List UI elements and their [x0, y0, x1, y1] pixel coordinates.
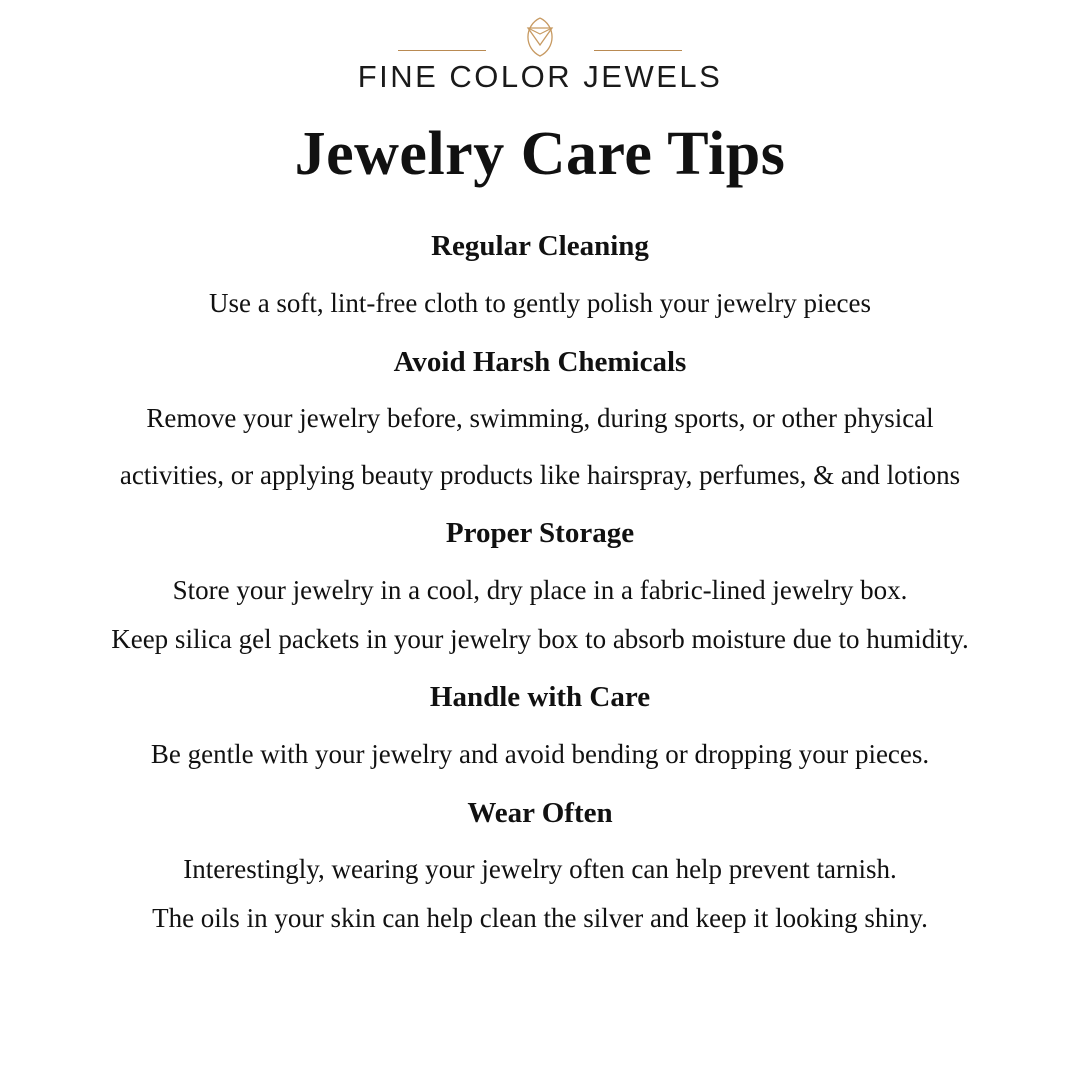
brand-name: FINE COLOR JEWELS: [357, 59, 723, 94]
tips-content: [34, 205, 1046, 935]
brand-rule-left: [398, 50, 486, 51]
section-line: The oils in your skin can help clean the silver and keep it looking shiny.: [152, 903, 928, 933]
section-line: Interestingly, wearing your jewelry often can help prevent tarnish.: [183, 854, 897, 885]
section-line: activities, or applying beauty products like hairspray, perfumes, & and lotions: [119, 459, 961, 490]
section-handle-with-care: [34, 656, 1046, 771]
section-heading: Proper Storage: [445, 517, 635, 550]
section-heading: Regular Cleaning: [431, 230, 649, 263]
gem-icon: [513, 12, 567, 63]
section-line: Remove your jewelry before, swimming, during sports, or other physical: [146, 403, 934, 434]
section-heading: Handle with Care: [429, 681, 651, 714]
section-avoid-harsh-chemicals: [34, 321, 1046, 493]
section-regular-cleaning: [34, 205, 1046, 320]
section-line: Be gentle with your jewelry and avoid bending or dropping your pieces.: [150, 739, 930, 770]
section-line: Keep silica gel packets in your jewelry box to absorb moisture due to humidity.: [111, 623, 969, 654]
section-heading: Avoid Harsh Chemicals: [393, 345, 687, 378]
section-line: Store your jewelry in a cool, dry place in a fabric-lined jewelry box.: [172, 575, 908, 606]
section-proper-storage: [34, 492, 1046, 656]
section-line: Use a soft, lint-free cloth to gently polish your jewelry pieces: [208, 287, 872, 318]
brand-mark: [390, 10, 690, 58]
section-wear-often: [34, 772, 1046, 936]
page-title: Jewelry Care Tips: [294, 120, 786, 189]
brand-rule-right: [594, 50, 682, 51]
brand-header: [34, 10, 1046, 94]
section-heading: Wear Often: [467, 796, 613, 829]
